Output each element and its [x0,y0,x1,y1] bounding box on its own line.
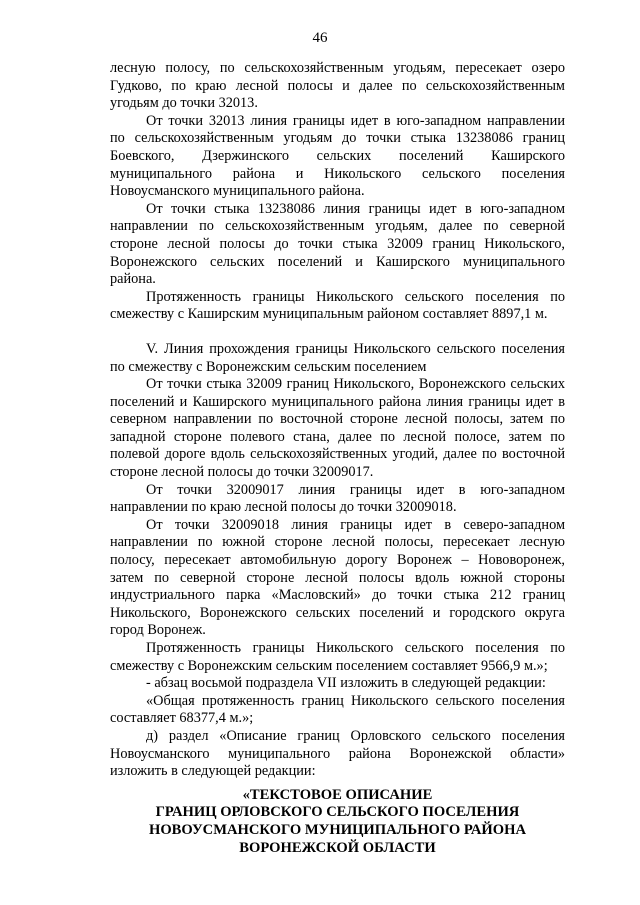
paragraph-11: «Общая протяженность границ Никольского сельского поселения составляет 68377,4 м.»; [110,692,565,727]
paragraph-7: От точки 32009017 линия границы идет в юго-западном направлении по краю лесной полосы до точки 32009018. [110,481,565,516]
paragraph-8: От точки 32009018 линия границы идет в северо-западном направлении по южной стороне лесной полосы, пересекает лесную полосу, пересекает автомобильную дорогу Воронеж – Нововоронеж, затем по северной стороне лесной полосы вдоль южной стороны индустриального парка «Масловский» до точки стыка 212 границ Никольского, Воронежского сельских поселений и городского округа город Воронеж. [110,516,565,639]
paragraph-3: От точки стыка 13238086 линия границы идет в юго-западном направлении по сельскохозяйственным угодьям, далее по северной стороне лесной полосы до точки стыка 32009 границ Никольского, Воронежского сельских поселений и Каширского муниципального района. [110,200,565,288]
heading-line-1: «ТЕКСТОВОЕ ОПИСАНИЕ [242,786,433,803]
paragraph-12: д) раздел «Описание границ Орловского сельского поселения Новоусманского муниципального района Воронежской области» изложить в следующей редакции: [110,727,565,780]
section-heading [110,787,565,857]
heading-line-3: НОВОУСМАНСКОГО МУНИЦИПАЛЬНОГО РАЙОНА [148,821,527,838]
paragraph-6: От точки стыка 32009 границ Никольского, Воронежского сельских поселений и Каширского муниципального района линия границы идет в северном направлении по восточной стороне лесной полосы, затем по западной стороне полевого стана, далее по лесной полосе, затем по полевой дороге вдоль сельскохозяйственных угодий, далее по восточной стороне лесной полосы до точки 32009017. [110,376,565,481]
paragraph-1: лесную полосу, по сельскохозяйственным угодьям, пересекает озеро Гудково, по краю лесной полосы и далее по сельскохозяйственным угодьям до точки 32013. [110,60,565,112]
paragraph-9: Протяженность границы Никольского сельского поселения по смежеству с Воронежским сельским поселением составляет 9566,9 м.»; [110,640,565,674]
paragraph-4: Протяженность границы Никольского сельского поселения по смежеству с Каширским муниципальным районом составляет 8897,1 м. [110,288,565,323]
paragraph-10: - абзац восьмой подраздела VII изложить в следующей редакции: [146,675,546,692]
section-v-title: V. Линия прохождения границы Никольского сельского поселения по смежеству с Воронежским сельским поселением [110,340,565,375]
heading-line-4: ВОРОНЕЖСКОЙ ОБЛАСТИ [239,839,436,856]
heading-line-2: ГРАНИЦ ОРЛОВСКОГО СЕЛЬСКОГО ПОСЕЛЕНИЯ [155,804,520,821]
page-number: 46 [312,30,328,46]
document-body [110,60,565,857]
paragraph-2: От точки 32013 линия границы идет в юго-западном направлении по сельскохозяйственным угодьям до точки стыка 13238086 границ Боевского, Дзержинского сельских поселений Каширского муниципального района и Никольского сельского поселения Новоусманского муниципального района. [110,112,565,200]
